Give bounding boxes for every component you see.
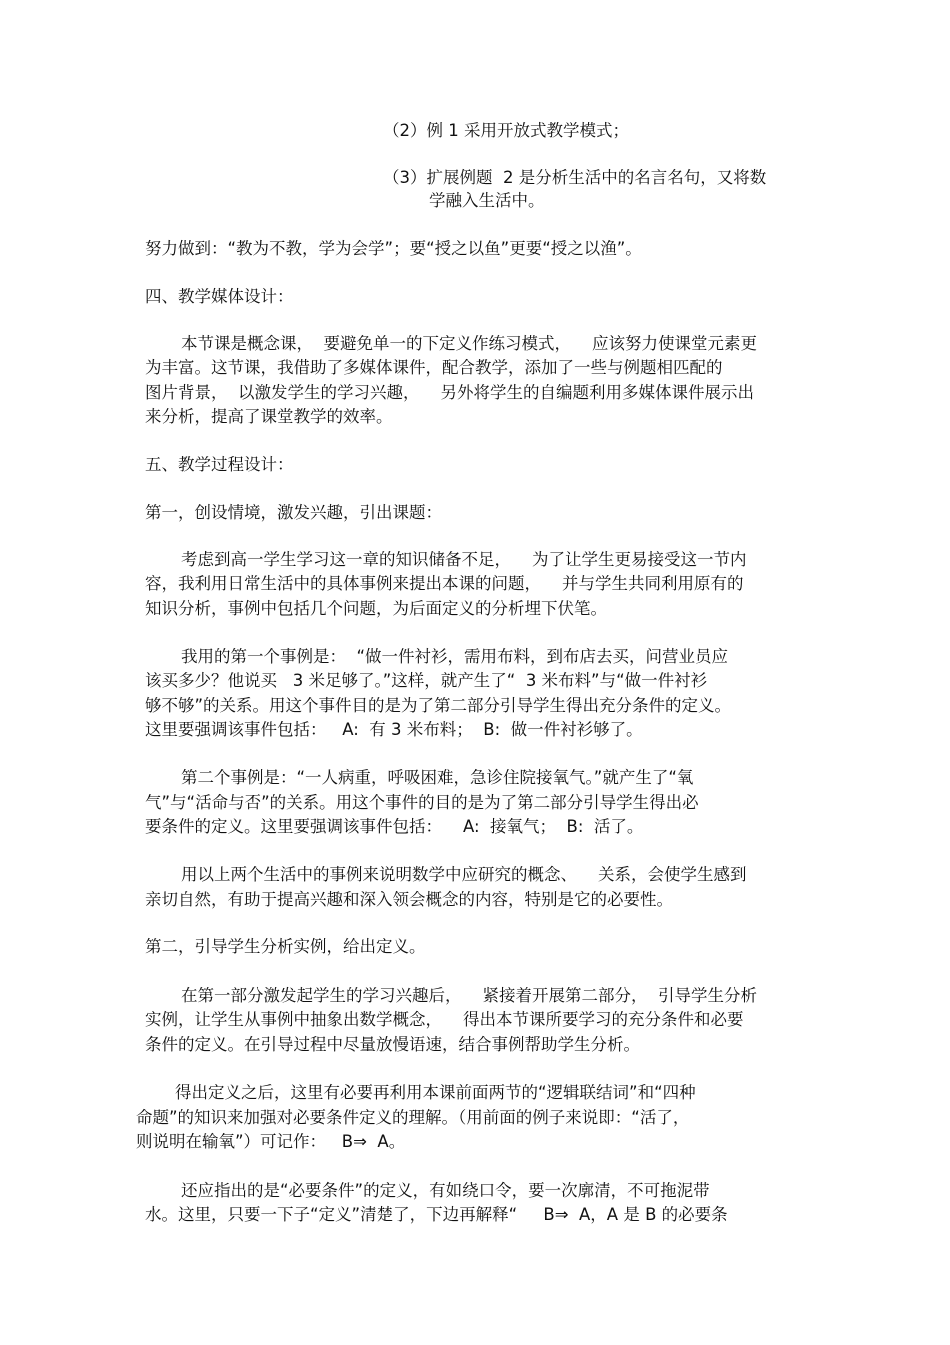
paragraph-line: 知识分析，事例中包括几个问题，为后面定义的分析埋下伏笔。 (145, 599, 607, 618)
paragraph-line: 考虑到高一学生学习这一章的知识储备不足， 为了让学生更易接受这一节内 (181, 550, 747, 569)
paragraph-line: 得出定义之后，这里有必要再利用本课前面两节的“逻辑联结词”和“四种 (175, 1083, 696, 1102)
paragraph-line: 我用的第一个事例是： “做一件衬衫，需用布料，到布店去买，问营业员应 (181, 647, 729, 666)
paragraph-line: 该买多少？他说买 3 米足够了。”这样，就产生了“ 3 米布料”与“做一件衬衫 (145, 671, 708, 690)
text-line: 努力做到：“教为不教，学为会学”；要“授之以鱼”更要“授之以渔”。 (145, 239, 642, 258)
list-item: （2）例 1 采用开放式教学模式； (383, 121, 629, 140)
paragraph-line: 在第一部分激发起学生的学习兴趣后， 紧接着开展第二部分， 引导学生分析 (181, 986, 757, 1005)
paragraph-line: 本节课是概念课， 要避免单一的下定义作练习模式， 应该努力使课堂元素更 (181, 334, 757, 353)
paragraph-line: 够不够”的关系。用这个事件目的是为了第二部分引导学生得出充分条件的定义。 (145, 696, 732, 715)
list-item: （3）扩展例题 2 是分析生活中的名言名句，又将数 (383, 168, 767, 187)
paragraph-line: 容，我利用日常生活中的具体事例来提出本课的问题， 并与学生共同利用原有的 (145, 574, 744, 593)
paragraph-line: 亲切自然，有助于提高兴趣和深入领会概念的内容，特别是它的必要性。 (145, 890, 673, 909)
paragraph-line: 要条件的定义。这里要强调该事件包括： A: 接氧气； B: 活了。 (145, 817, 644, 836)
paragraph-line: 水。这里，只要一下子“定义”清楚了，下边再解释“ B⇒ A，A 是 B 的必要条 (145, 1205, 728, 1224)
paragraph-line: 这里要强调该事件包括： A: 有 3 米布料； B: 做一件衬衫够了。 (145, 720, 643, 739)
section-heading: 四、教学媒体设计： (145, 287, 294, 306)
paragraph-line: 用以上两个生活中的事例来说明数学中应研究的概念、 关系，会使学生感到 (181, 865, 747, 884)
paragraph-line: 图片背景， 以激发学生的学习兴趣， 另外将学生的自编题利用多媒体课件展示出 (145, 383, 754, 402)
subsection-heading: 第一，创设情境，激发兴趣，引出课题： (145, 503, 442, 522)
paragraph-line: 第二个事例是：“一人病重，呼吸困难，急诊住院接氧气。”就产生了“氧 (181, 768, 694, 787)
paragraph-line: 则说明在输氧”）可记作： B⇒ A。 (136, 1132, 406, 1151)
paragraph-line: 还应指出的是“必要条件”的定义，有如绕口令，要一次廓清，不可拖泥带 (181, 1181, 710, 1200)
paragraph-line: 来分析，提高了课堂教学的效率。 (145, 407, 393, 426)
paragraph-line: 条件的定义。在引导过程中尽量放慢语速，结合事例帮助学生分析。 (145, 1035, 640, 1054)
paragraph-line: 气”与“活命与否”的关系。用这个事件的目的是为了第二部分引导学生得出必 (145, 793, 699, 812)
paragraph-line: 实例，让学生从事例中抽象出数学概念， 得出本节课所要学习的充分条件和必要 (145, 1010, 744, 1029)
paragraph-line: 命题”的知识来加强对必要条件定义的理解。（用前面的例子来说即：“活了， (136, 1108, 690, 1127)
subsection-heading: 第二，引导学生分析实例，给出定义。 (145, 937, 426, 956)
section-heading: 五、教学过程设计： (145, 455, 294, 474)
paragraph-line: 为丰富。这节课，我借助了多媒体课件，配合教学，添加了一些与例题相匹配的 (145, 358, 723, 377)
text-line: 学融入生活中。 (429, 191, 545, 210)
